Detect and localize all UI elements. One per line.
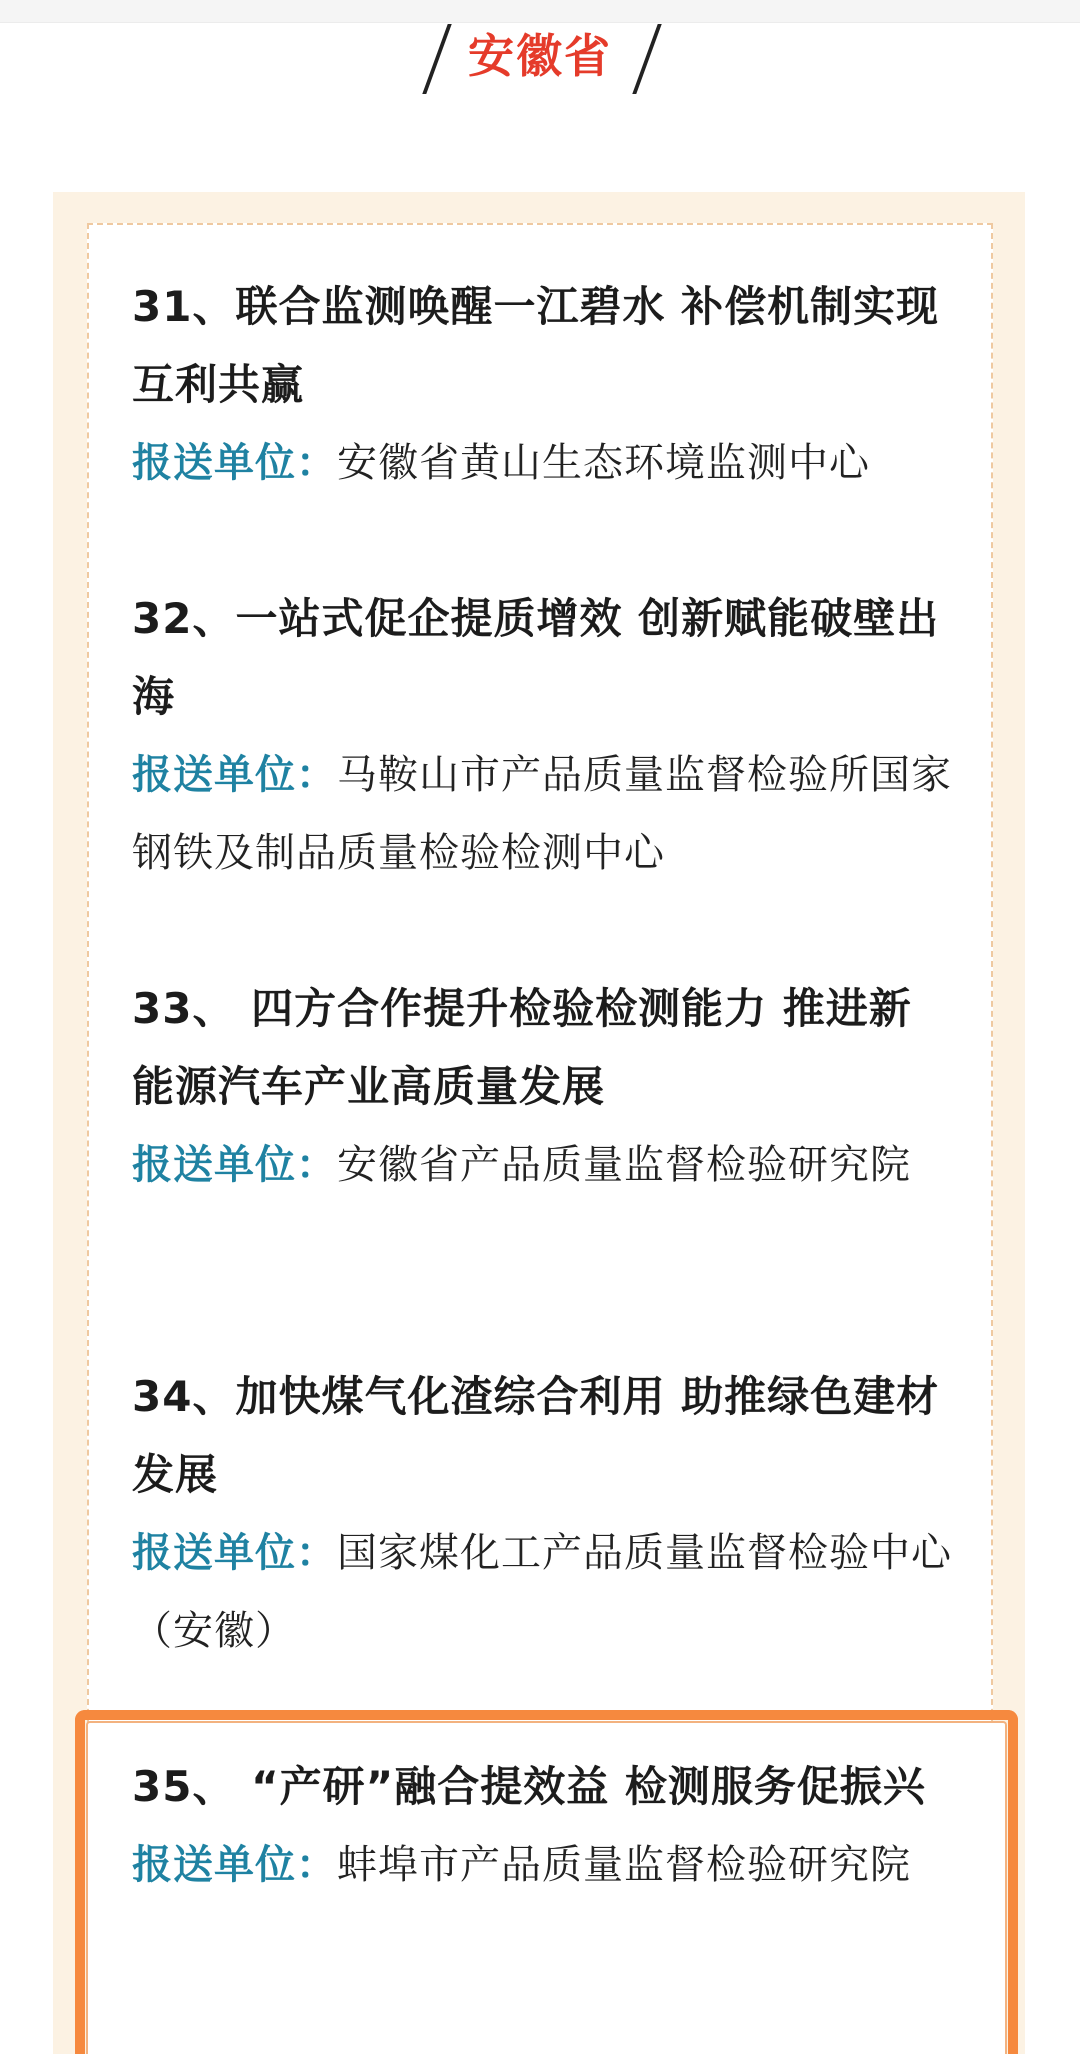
province-header <box>0 18 1080 98</box>
item-title: 31、联合监测唤醒一江碧水 补偿机制实现互利共赢 <box>132 282 940 409</box>
list-item[interactable] <box>132 580 952 892</box>
item-unit-line <box>132 424 952 502</box>
item-unit-line <box>132 1514 952 1670</box>
unit-label: 报送单位： <box>132 1142 337 1188</box>
province-title: 安徽省 <box>468 29 612 83</box>
unit-name: 马鞍山市产品质量监督检验所国家钢铁及制品质量检验检测中心 <box>132 752 952 876</box>
item-title: 33、 四方合作提升检验检测能力 推进新能源汽车产业高质量发展 <box>132 984 912 1111</box>
list-item[interactable] <box>132 970 952 1204</box>
unit-label: 报送单位： <box>132 752 337 798</box>
unit-label: 报送单位： <box>132 1530 337 1576</box>
unit-name: 安徽省黄山生态环境监测中心 <box>337 440 870 486</box>
item-title: 32、一站式促企提质增效 创新赋能破壁出海 <box>132 594 940 721</box>
list-item-highlighted[interactable] <box>132 1748 952 1904</box>
list-item[interactable] <box>132 268 952 502</box>
item-unit-line <box>132 1826 952 1904</box>
unit-label: 报送单位： <box>132 440 337 486</box>
unit-label: 报送单位： <box>132 1842 337 1888</box>
unit-name: 国家煤化工产品质量监督检验中心（安徽） <box>132 1530 952 1654</box>
item-unit-line <box>132 1126 952 1204</box>
item-title: 34、加快煤气化渣综合利用 助推绿色建材发展 <box>132 1372 940 1499</box>
unit-name: 安徽省产品质量监督检验研究院 <box>337 1142 911 1188</box>
item-unit-line <box>132 736 952 892</box>
unit-name: 蚌埠市产品质量监督检验研究院 <box>337 1842 911 1888</box>
list-item[interactable] <box>132 1358 952 1670</box>
item-title: 35、 “产研”融合提效益 检测服务促振兴 <box>132 1762 926 1811</box>
